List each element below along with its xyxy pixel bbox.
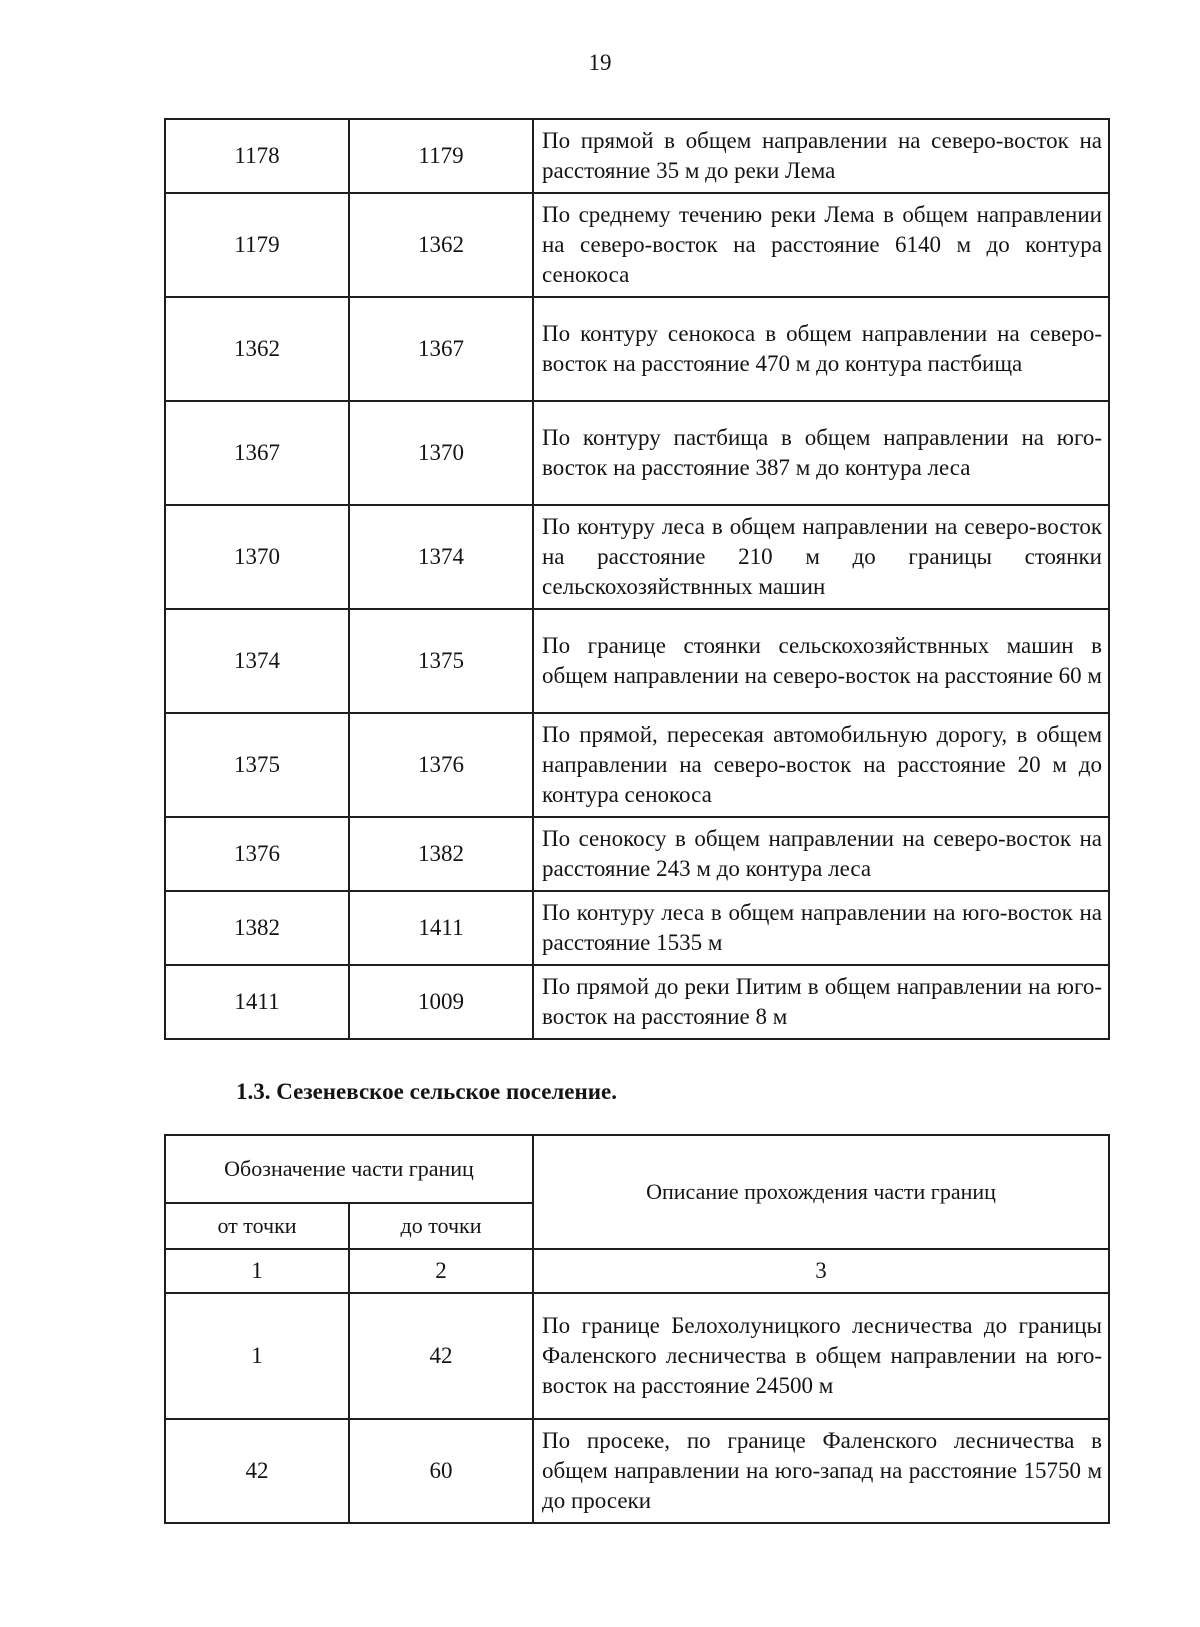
from-point-cell: 1382 bbox=[165, 891, 349, 965]
to-point-cell: 42 bbox=[349, 1293, 533, 1419]
table-row bbox=[165, 609, 1109, 713]
table-row bbox=[165, 505, 1109, 609]
table-row bbox=[165, 817, 1109, 891]
description-cell: По просеке, по границе Фаленского лесничества в общем направлении на юго-запад на расстояние 15750 м до просеки bbox=[533, 1419, 1109, 1523]
table-row bbox=[165, 297, 1109, 401]
from-point-cell: 1376 bbox=[165, 817, 349, 891]
to-point-cell: 1362 bbox=[349, 193, 533, 297]
to-point-cell: 1009 bbox=[349, 965, 533, 1039]
from-point-cell: 1374 bbox=[165, 609, 349, 713]
from-point-cell: 1178 bbox=[165, 119, 349, 193]
to-point-cell: 1376 bbox=[349, 713, 533, 817]
description-cell: По прямой, пересекая автомобильную дорогу, в общем направлении на северо-восток на расстояние 20 м до контура сенокоса bbox=[533, 713, 1109, 817]
table-row bbox=[165, 965, 1109, 1039]
page-number: 19 bbox=[588, 50, 612, 75]
column-number: 1 bbox=[165, 1249, 349, 1293]
from-point-cell: 1411 bbox=[165, 965, 349, 1039]
header-from-point: от точки bbox=[165, 1203, 349, 1249]
to-point-cell: 1374 bbox=[349, 505, 533, 609]
from-point-cell: 1367 bbox=[165, 401, 349, 505]
header-description: Описание прохождения части границ bbox=[533, 1135, 1109, 1249]
column-number: 3 bbox=[533, 1249, 1109, 1293]
header-boundary-designation: Обозначение части границ bbox=[165, 1135, 533, 1203]
from-point-cell: 1375 bbox=[165, 713, 349, 817]
description-cell: По прямой до реки Питим в общем направлении на юго-восток на расстояние 8 м bbox=[533, 965, 1109, 1039]
to-point-cell: 1179 bbox=[349, 119, 533, 193]
column-number: 2 bbox=[349, 1249, 533, 1293]
description-cell: По контуру пастбища в общем направлении на юго-восток на расстояние 387 м до контура леса bbox=[533, 401, 1109, 505]
table-row bbox=[165, 1419, 1109, 1523]
description-cell: По среднему течению реки Лема в общем направлении на северо-восток на расстояние 6140 м до контура сенокоса bbox=[533, 193, 1109, 297]
to-point-cell: 1367 bbox=[349, 297, 533, 401]
section-heading: 1.3. Сезеневское сельское поселение. bbox=[236, 1079, 617, 1104]
to-point-cell: 60 bbox=[349, 1419, 533, 1523]
description-cell: По сенокосу в общем направлении на северо-восток на расстояние 243 м до контура леса bbox=[533, 817, 1109, 891]
from-point-cell: 1 bbox=[165, 1293, 349, 1419]
from-point-cell: 1179 bbox=[165, 193, 349, 297]
to-point-cell: 1382 bbox=[349, 817, 533, 891]
header-to-point: до точки bbox=[349, 1203, 533, 1249]
to-point-cell: 1370 bbox=[349, 401, 533, 505]
table-row bbox=[165, 713, 1109, 817]
column-number-row bbox=[165, 1249, 1109, 1293]
table-row bbox=[165, 119, 1109, 193]
to-point-cell: 1375 bbox=[349, 609, 533, 713]
table-row bbox=[165, 1293, 1109, 1419]
description-cell: По прямой в общем направлении на северо-восток на расстояние 35 м до реки Лема bbox=[533, 119, 1109, 193]
description-cell: По границе стоянки сельскохозяйствнных машин в общем направлении на северо-восток на расстояние 60 м bbox=[533, 609, 1109, 713]
from-point-cell: 1370 bbox=[165, 505, 349, 609]
to-point-cell: 1411 bbox=[349, 891, 533, 965]
table-row bbox=[165, 193, 1109, 297]
boundary-table-sezenevskoe bbox=[164, 1134, 1110, 1524]
description-cell: По границе Белохолуницкого лесничества до границы Фаленского лесничества в общем направлении на юго-восток на расстояние 24500 м bbox=[533, 1293, 1109, 1419]
table-row bbox=[165, 891, 1109, 965]
from-point-cell: 1362 bbox=[165, 297, 349, 401]
description-cell: По контуру леса в общем направлении на юго-восток на расстояние 1535 м bbox=[533, 891, 1109, 965]
description-cell: По контуру сенокоса в общем направлении на северо-восток на расстояние 470 м до контура пастбища bbox=[533, 297, 1109, 401]
from-point-cell: 42 bbox=[165, 1419, 349, 1523]
boundary-table-continued bbox=[164, 118, 1110, 1040]
table-row bbox=[165, 401, 1109, 505]
description-cell: По контуру леса в общем направлении на северо-восток на расстояние 210 м до границы стоянки сельскохозяйствнных машин bbox=[533, 505, 1109, 609]
table-header-row bbox=[165, 1135, 1109, 1203]
